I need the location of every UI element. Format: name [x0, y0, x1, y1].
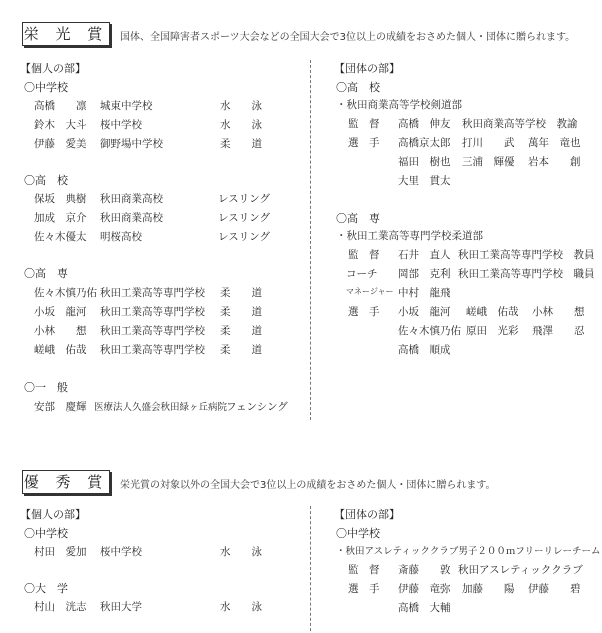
yushu-individual-header: 【個人の部】 — [20, 508, 86, 521]
team-member: 小林 想 — [532, 306, 585, 318]
athlete-school: 秋田工業高等専門学校 — [100, 344, 205, 356]
category-label: 〇中学校 — [24, 527, 68, 540]
team-member: 秋田商業高等学校 教諭 — [462, 118, 578, 130]
team-member: 高橋 伸友 — [398, 118, 451, 130]
team-member: 原田 光彩 — [466, 325, 519, 337]
category-label: 〇大 学 — [24, 582, 68, 595]
team-member: 岩本 創 — [528, 156, 581, 168]
team-name: ・秋田商業高等学校剣道部 — [336, 99, 462, 111]
team-member: 高橋京太郎 — [398, 137, 451, 149]
team-member: 斎藤 敦 — [398, 564, 451, 576]
team-name: ・秋田アスレティッククラブ男子２００ｍフリーリレーチーム — [336, 546, 601, 557]
athlete-sport: レスリング — [218, 212, 270, 224]
team-member: 秋田工業高等専門学校 職員 — [458, 268, 595, 280]
athlete-name: 加成 京介 — [34, 212, 87, 224]
team-member: 佐々木慎乃佑 — [398, 325, 461, 337]
athlete-sport: 柔 道 — [220, 344, 262, 356]
yushu-award-description: 栄光賞の対象以外の全国大会で3位以上の成績をおさめた個人・団体に贈られます。 — [120, 480, 496, 491]
team-member: 秋田工業高等専門学校 教員 — [458, 249, 595, 261]
team-member: 大里 貫太 — [398, 175, 451, 187]
team-member: 飛澤 忍 — [532, 325, 585, 337]
athlete-school: 御野場中学校 — [100, 138, 163, 150]
team-role: マネージャー — [346, 287, 394, 296]
team-role: 監 督 — [348, 249, 380, 261]
eiko-award-title: 栄 光 賞 — [22, 22, 110, 46]
athlete-sport: 水 泳 — [220, 100, 262, 112]
category-label: 〇中学校 — [24, 81, 68, 94]
athlete-school: 桜中学校 — [100, 546, 142, 558]
athlete-sport: 水 泳 — [220, 546, 262, 558]
team-member: 石井 直人 — [398, 249, 451, 261]
category-label: 〇高 校 — [336, 81, 380, 94]
athlete-sport: 柔 道 — [220, 325, 262, 337]
athlete-name: 小坂 龍河 — [34, 306, 87, 318]
athlete-name: 佐々木優太 — [34, 231, 87, 243]
athlete-school: 秋田工業高等専門学校 — [100, 287, 205, 299]
athlete-school: 医療法人久盛会秋田緑ヶ丘病院 — [94, 402, 228, 413]
team-member: 三浦 輝優 — [462, 156, 515, 168]
athlete-sport: レスリング — [218, 231, 270, 243]
athlete-name: 安部 慶輝 — [34, 401, 87, 413]
category-label: 〇高 専 — [336, 212, 380, 225]
athlete-school: 秋田工業高等専門学校 — [100, 306, 205, 318]
athlete-school: 秋田大学 — [100, 601, 142, 613]
athlete-sport: 柔 道 — [220, 287, 262, 299]
athlete-school: 秋田商業高校 — [100, 193, 163, 205]
athlete-sport: 水 泳 — [220, 601, 262, 613]
team-role: 選 手 — [348, 137, 380, 149]
team-member: 高橋 大輔 — [398, 602, 451, 614]
team-member: 嵯峨 佑哉 — [466, 306, 519, 318]
athlete-school: 城東中学校 — [100, 100, 153, 112]
team-member: 高橋 順成 — [398, 344, 451, 356]
team-member: 萬年 竜也 — [528, 137, 581, 149]
section-divider — [310, 506, 311, 631]
team-member: 伊藤 碧 — [528, 583, 581, 595]
team-member: 小坂 龍河 — [398, 306, 451, 318]
eiko-individual-header: 【個人の部】 — [20, 62, 86, 75]
athlete-sport: 水 泳 — [220, 119, 262, 131]
team-member: 秋田アスレティッククラブ — [458, 564, 583, 576]
section-divider — [310, 60, 311, 420]
eiko-award-description: 国体、全国障害者スポーツ大会などの全国大会で3位以上の成績をおさめた個人・団体に贈られます。 — [120, 32, 576, 43]
team-member: 福田 樹也 — [398, 156, 451, 168]
eiko-team-header: 【団体の部】 — [334, 62, 400, 75]
category-label: 〇高 校 — [24, 174, 68, 187]
category-label: 〇一 般 — [24, 381, 68, 394]
yushu-team-header: 【団体の部】 — [334, 508, 400, 521]
athlete-school: 秋田工業高等専門学校 — [100, 325, 205, 337]
team-name: ・秋田工業高等専門学校柔道部 — [336, 230, 483, 242]
team-member: 伊藤 竜弥 — [398, 583, 451, 595]
athlete-name: 嵯峨 佑哉 — [34, 344, 87, 356]
athlete-name: 鈴木 大斗 — [34, 119, 87, 131]
athlete-name: 佐々木慎乃佑 — [34, 287, 97, 299]
athlete-school: 秋田商業高校 — [100, 212, 163, 224]
athlete-sport: フェンシング — [226, 401, 288, 413]
team-role: 選 手 — [348, 306, 380, 318]
team-member: 加藤 陽 — [462, 583, 515, 595]
team-role: 監 督 — [348, 118, 380, 130]
athlete-school: 明桜高校 — [100, 231, 142, 243]
athlete-name: 伊藤 愛美 — [34, 138, 87, 150]
athlete-school: 桜中学校 — [100, 119, 142, 131]
team-role: 監 督 — [348, 564, 380, 576]
category-label: 〇中学校 — [336, 527, 380, 540]
team-member: 打川 武 — [462, 137, 515, 149]
category-label: 〇高 専 — [24, 267, 68, 280]
athlete-sport: レスリング — [218, 193, 270, 205]
team-role: 選 手 — [348, 583, 380, 595]
athlete-name: 小林 想 — [34, 325, 87, 337]
athlete-sport: 柔 道 — [220, 306, 262, 318]
athlete-name: 村山 洸志 — [34, 601, 87, 613]
team-member: 中村 龍飛 — [398, 287, 451, 299]
team-role: コーチ — [346, 268, 378, 280]
athlete-name: 高橋 凛 — [34, 100, 87, 112]
athlete-name: 村田 愛加 — [34, 546, 87, 558]
team-member: 岡部 克利 — [398, 268, 451, 280]
athlete-name: 保坂 典樹 — [34, 193, 87, 205]
yushu-award-title: 優 秀 賞 — [22, 470, 110, 494]
athlete-sport: 柔 道 — [220, 138, 262, 150]
